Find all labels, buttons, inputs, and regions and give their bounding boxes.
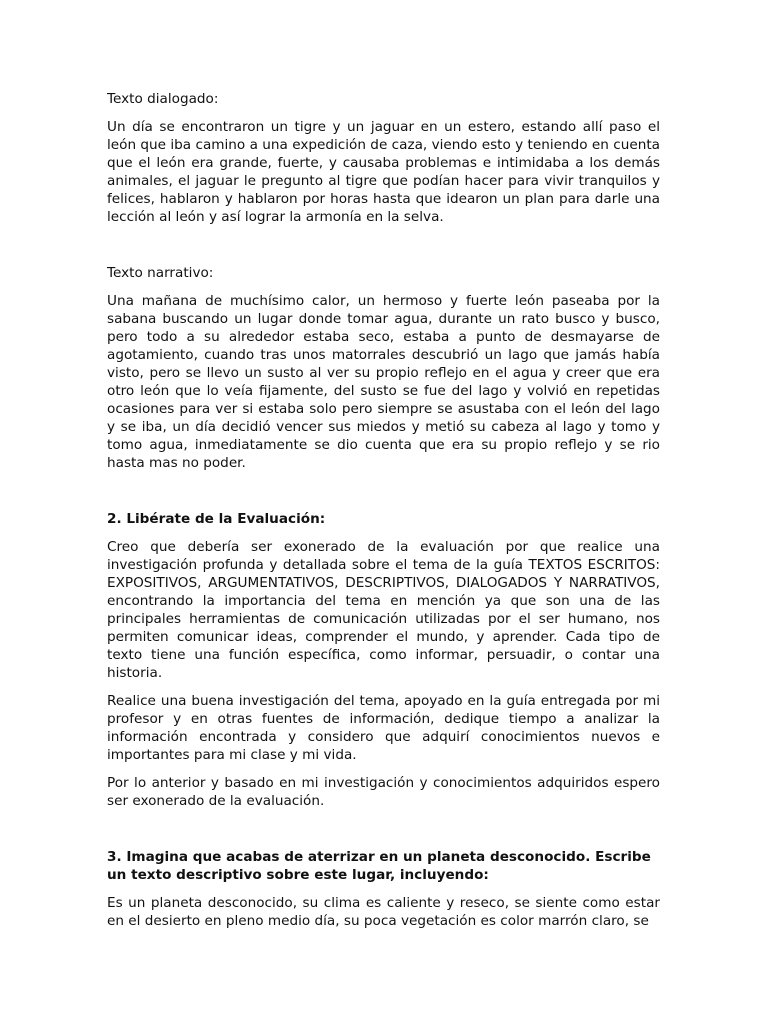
heading-evaluation: 2. Libérate de la Evaluación:: [107, 511, 326, 527]
document-page: [107, 90, 660, 940]
paragraph-evaluation-1: Creo que debería ser exonerado de la evaluación por que realice una investigación profunda y detallada sobre el tema de la guía TEXTOS ESCRITOS: EXPOSITIVOS, ARGUMENTATIVOS, DESCRIPTIVOS, DIALOGADOS Y NARRATIVOS, encontrando la importancia del tema en mención ya que son una de las principales herramientas de comunicación utilizadas por el ser humano, nos permiten comunicar ideas, comprender el mundo, y aprender. Cada tipo de texto tiene una función específica, como informar, persuadir, o contar una historia.: [107, 539, 660, 681]
spacer: [107, 482, 660, 510]
section-dialog-text: [107, 90, 660, 226]
spacer: [107, 236, 660, 264]
paragraph-evaluation-3: Por lo anterior y basado en mi investigación y conocimientos adquiridos espero ser exonerado de la evaluación.: [107, 775, 660, 809]
heading-planet: 3. Imagina que acabas de aterrizar en un planeta desconocido. Escribe un texto descriptivo sobre este lugar, incluyendo:: [107, 849, 651, 883]
section-label-narrative: Texto narrativo:: [107, 265, 214, 281]
paragraph-dialog: Un día se encontraron un tigre y un jaguar en un estero, estando allí paso el león que iba camino a una expedición de caza, viendo esto y teniendo en cuenta que el león era grande, fuerte, y causaba problemas e intimidaba a los demás animales, el jaguar le pregunto al tigre que podían hacer para vivir tranquilos y felices, hablaron y hablaron por horas hasta que idearon un plan para darle una lección al león y así lograr la armonía en la selva.: [107, 119, 660, 225]
section-label-dialog: Texto dialogado:: [107, 91, 219, 107]
section-evaluation: [107, 510, 660, 810]
spacer: [107, 820, 660, 848]
paragraph-evaluation-2: Realice una buena investigación del tema, apoyado en la guía entregada por mi profesor y en otras fuentes de información, dedique tiempo a analizar la información encontrada y considero que adquirí conocimientos nuevos e importantes para mi clase y mi vida.: [107, 693, 660, 763]
section-planet: [107, 848, 660, 930]
paragraph-planet: Es un planeta desconocido, su clima es caliente y reseco, se siente como estar en el desierto en pleno medio día, su poca vegetación es color marrón claro, se: [107, 895, 660, 929]
paragraph-narrative: Una mañana de muchísimo calor, un hermoso y fuerte león paseaba por la sabana buscando un lugar donde tomar agua, durante un rato busco y busco, pero todo a su alrededor estaba seco, estaba a punto de desmayarse de agotamiento, cuando tras unos matorrales descubrió un lago que jamás había visto, pero se llevo un susto al ver su propio reflejo en el agua y creer que era otro león que lo veía fijamente, del susto se fue del lago y volvió en repetidas ocasiones para ver si estaba solo pero siempre se asustaba con el león del lago y se iba, un día decidió vencer sus miedos y metió su cabeza al lago y tomo y tomo agua, inmediatamente se dio cuenta que era su propio reflejo y se rio hasta mas no poder.: [107, 293, 660, 471]
section-narrative-text: [107, 264, 660, 472]
